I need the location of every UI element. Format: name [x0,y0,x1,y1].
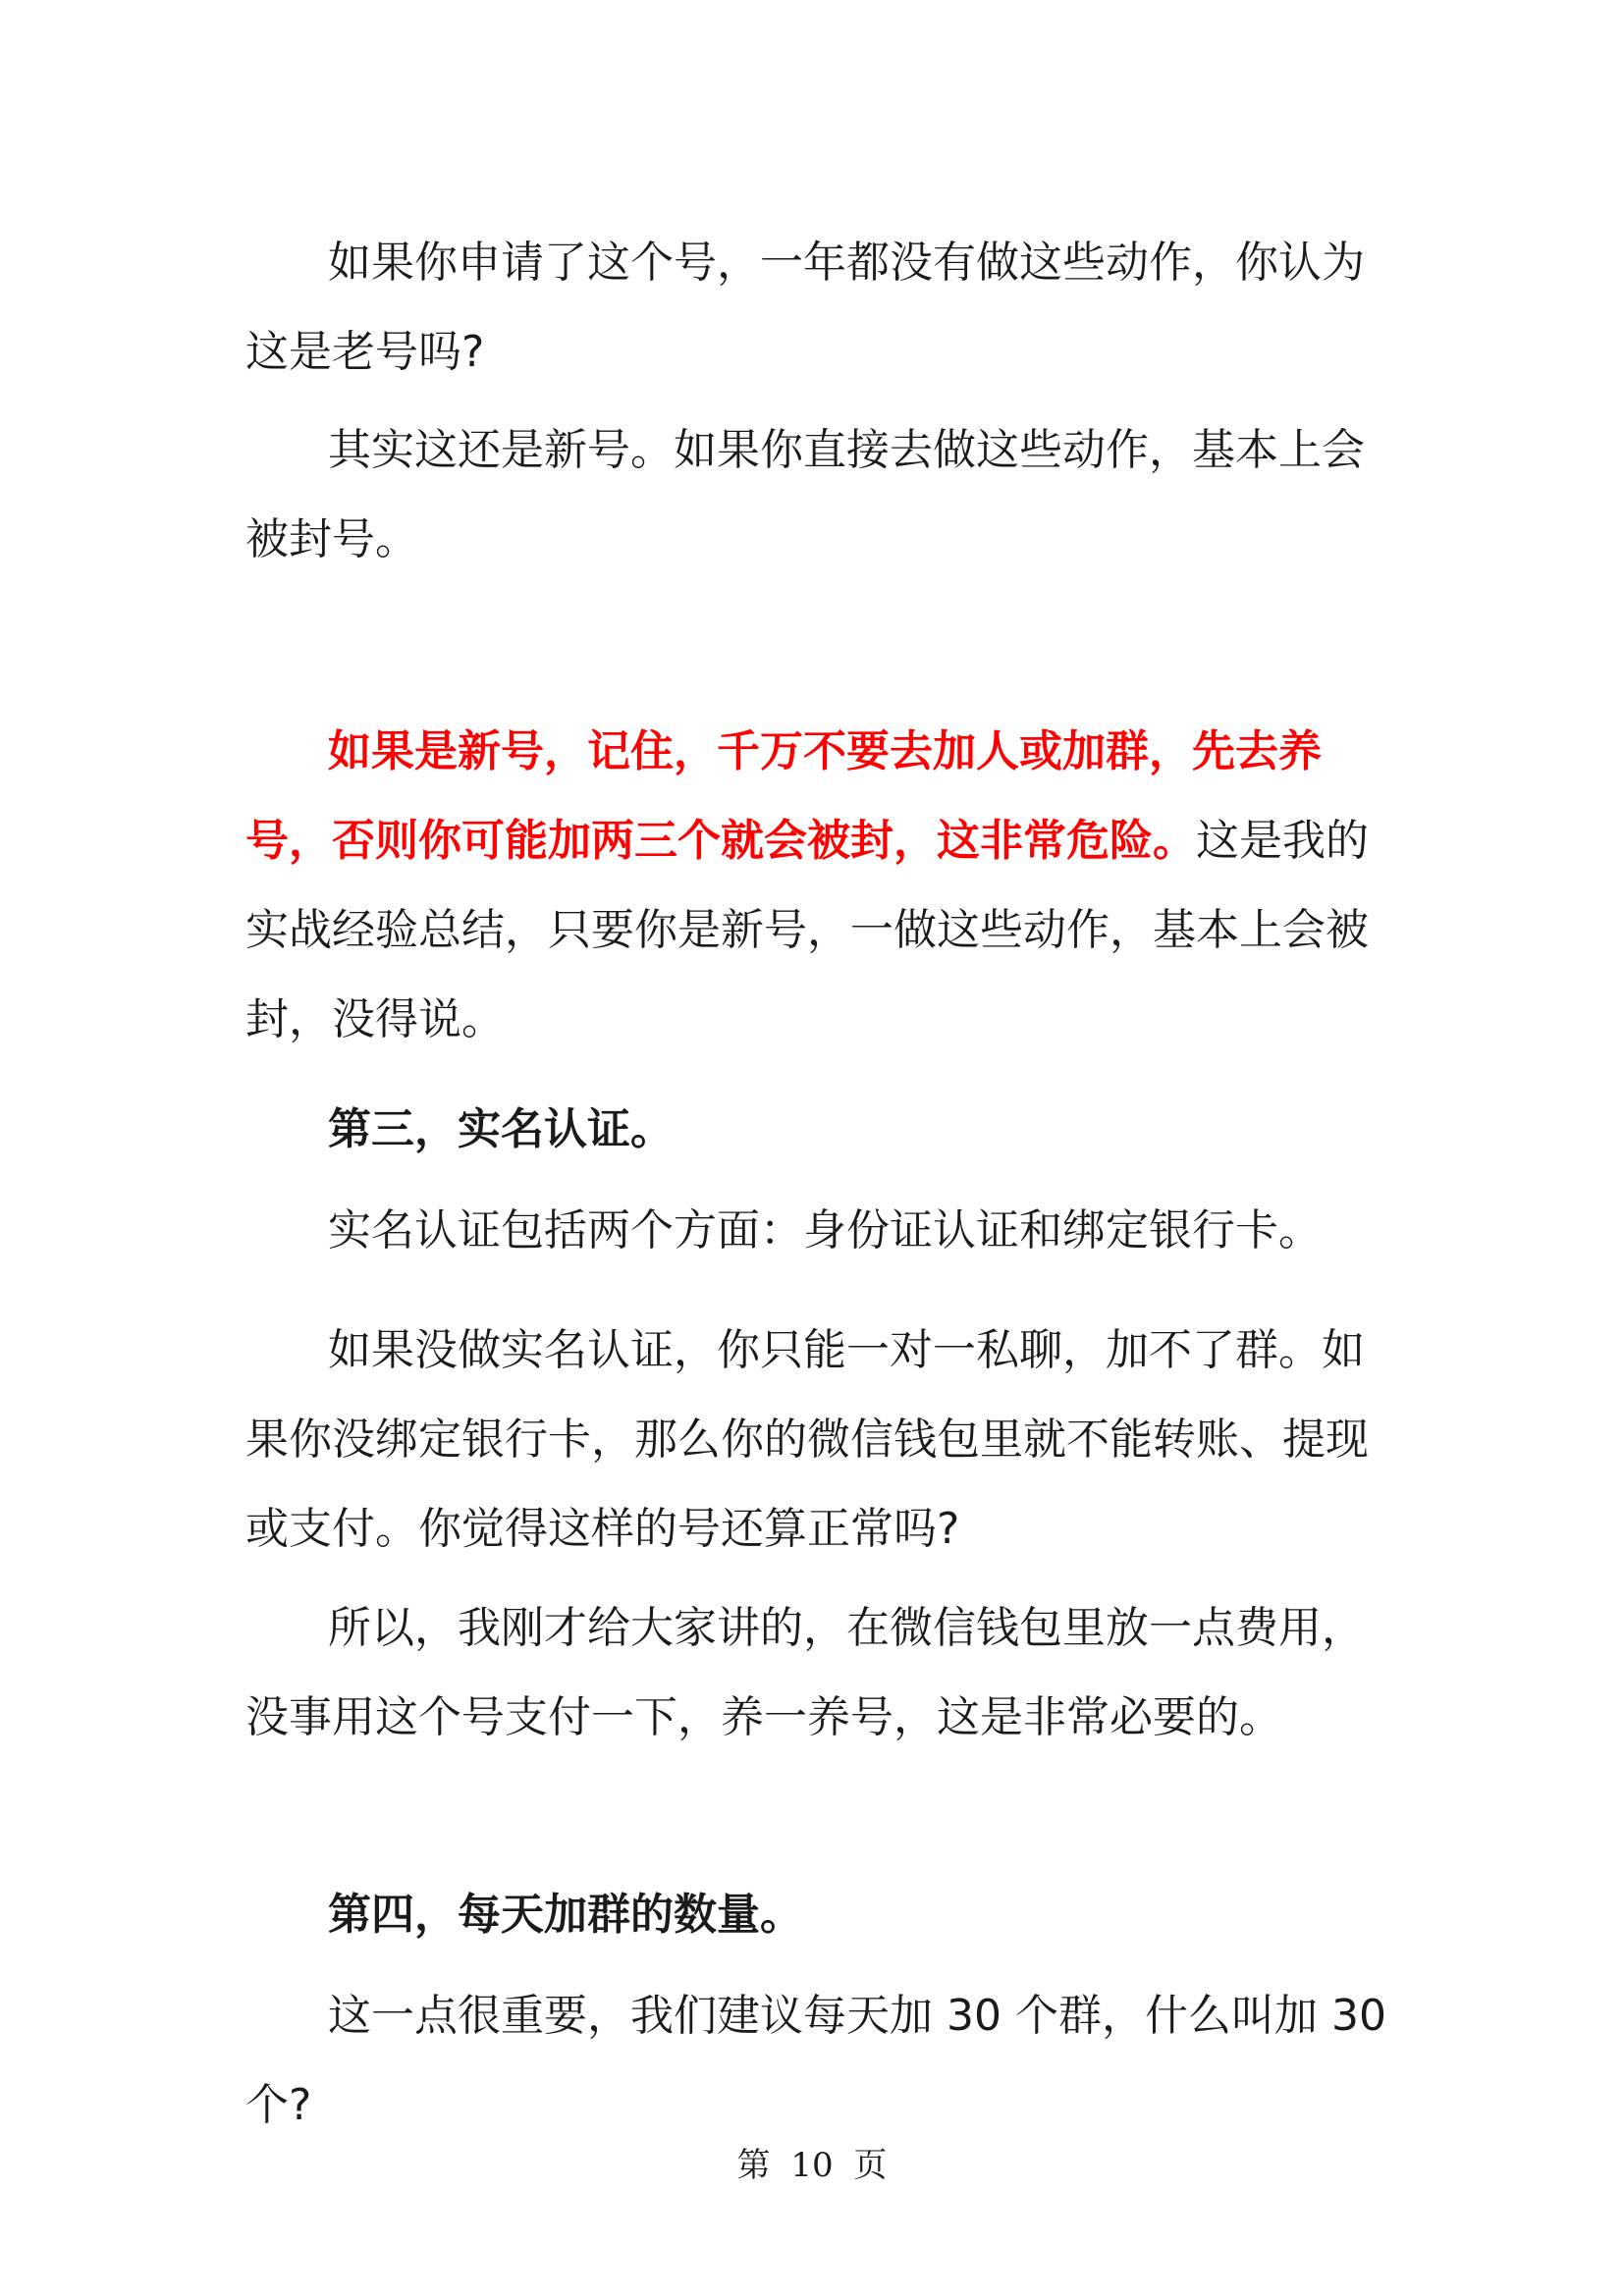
page-number-footer: 第 10 页 [736,2146,888,2185]
warning-highlight-text: 如果是新号，记住，千万不要去加人或加群，先去养号，否则你可能加两三个就会被封，这非常危险。 [245,726,1322,866]
paragraph-still-new-account [245,405,1394,584]
heading-text: 第三，实名认证。 [328,1104,674,1154]
heading-text: 第四，每天加群的数量。 [328,1890,803,1940]
paragraph-text: 实名认证包括两个方面：身份证认证和绑定银行卡。 [328,1205,1322,1255]
paragraph-no-verification [245,1306,1394,1574]
paragraph-text: 如果你申请了这个号，一年都没有做这些动作，你认为这是老号吗? [245,238,1365,377]
paragraph-wallet-payment [245,1583,1394,1762]
paragraph-text: 这一点很重要，我们建议每天加 30 个群，什么叫加 30 个? [245,1991,1386,2130]
paragraph-real-name-aspects [245,1186,1394,1275]
section-heading-real-name [245,1085,1394,1174]
paragraph-text: 这是我的实战经验总结，只要你是新号，一做这些动作，基本上会被封，没得说。 [245,816,1369,1044]
paragraph-thirty-groups [245,1971,1394,2150]
paragraph-text: 所以，我刚才给大家讲的，在微信钱包里放一点费用，没事用这个号支付一下，养一养号，这是非常必要的。 [245,1603,1365,1742]
section-heading-group-count [245,1870,1394,1959]
paragraph-text: 其实这还是新号。如果你直接去做这些动作，基本上会被封号。 [245,425,1365,564]
paragraph-new-account-warning [245,707,1394,1064]
paragraph-old-account-question [245,218,1394,397]
paragraph-text: 如果没做实名认证，你只能一对一私聊，加不了群。如果你没绑定银行卡，那么你的微信钱包里就不能转账、提现或支付。你觉得这样的号还算正常吗? [245,1325,1369,1554]
